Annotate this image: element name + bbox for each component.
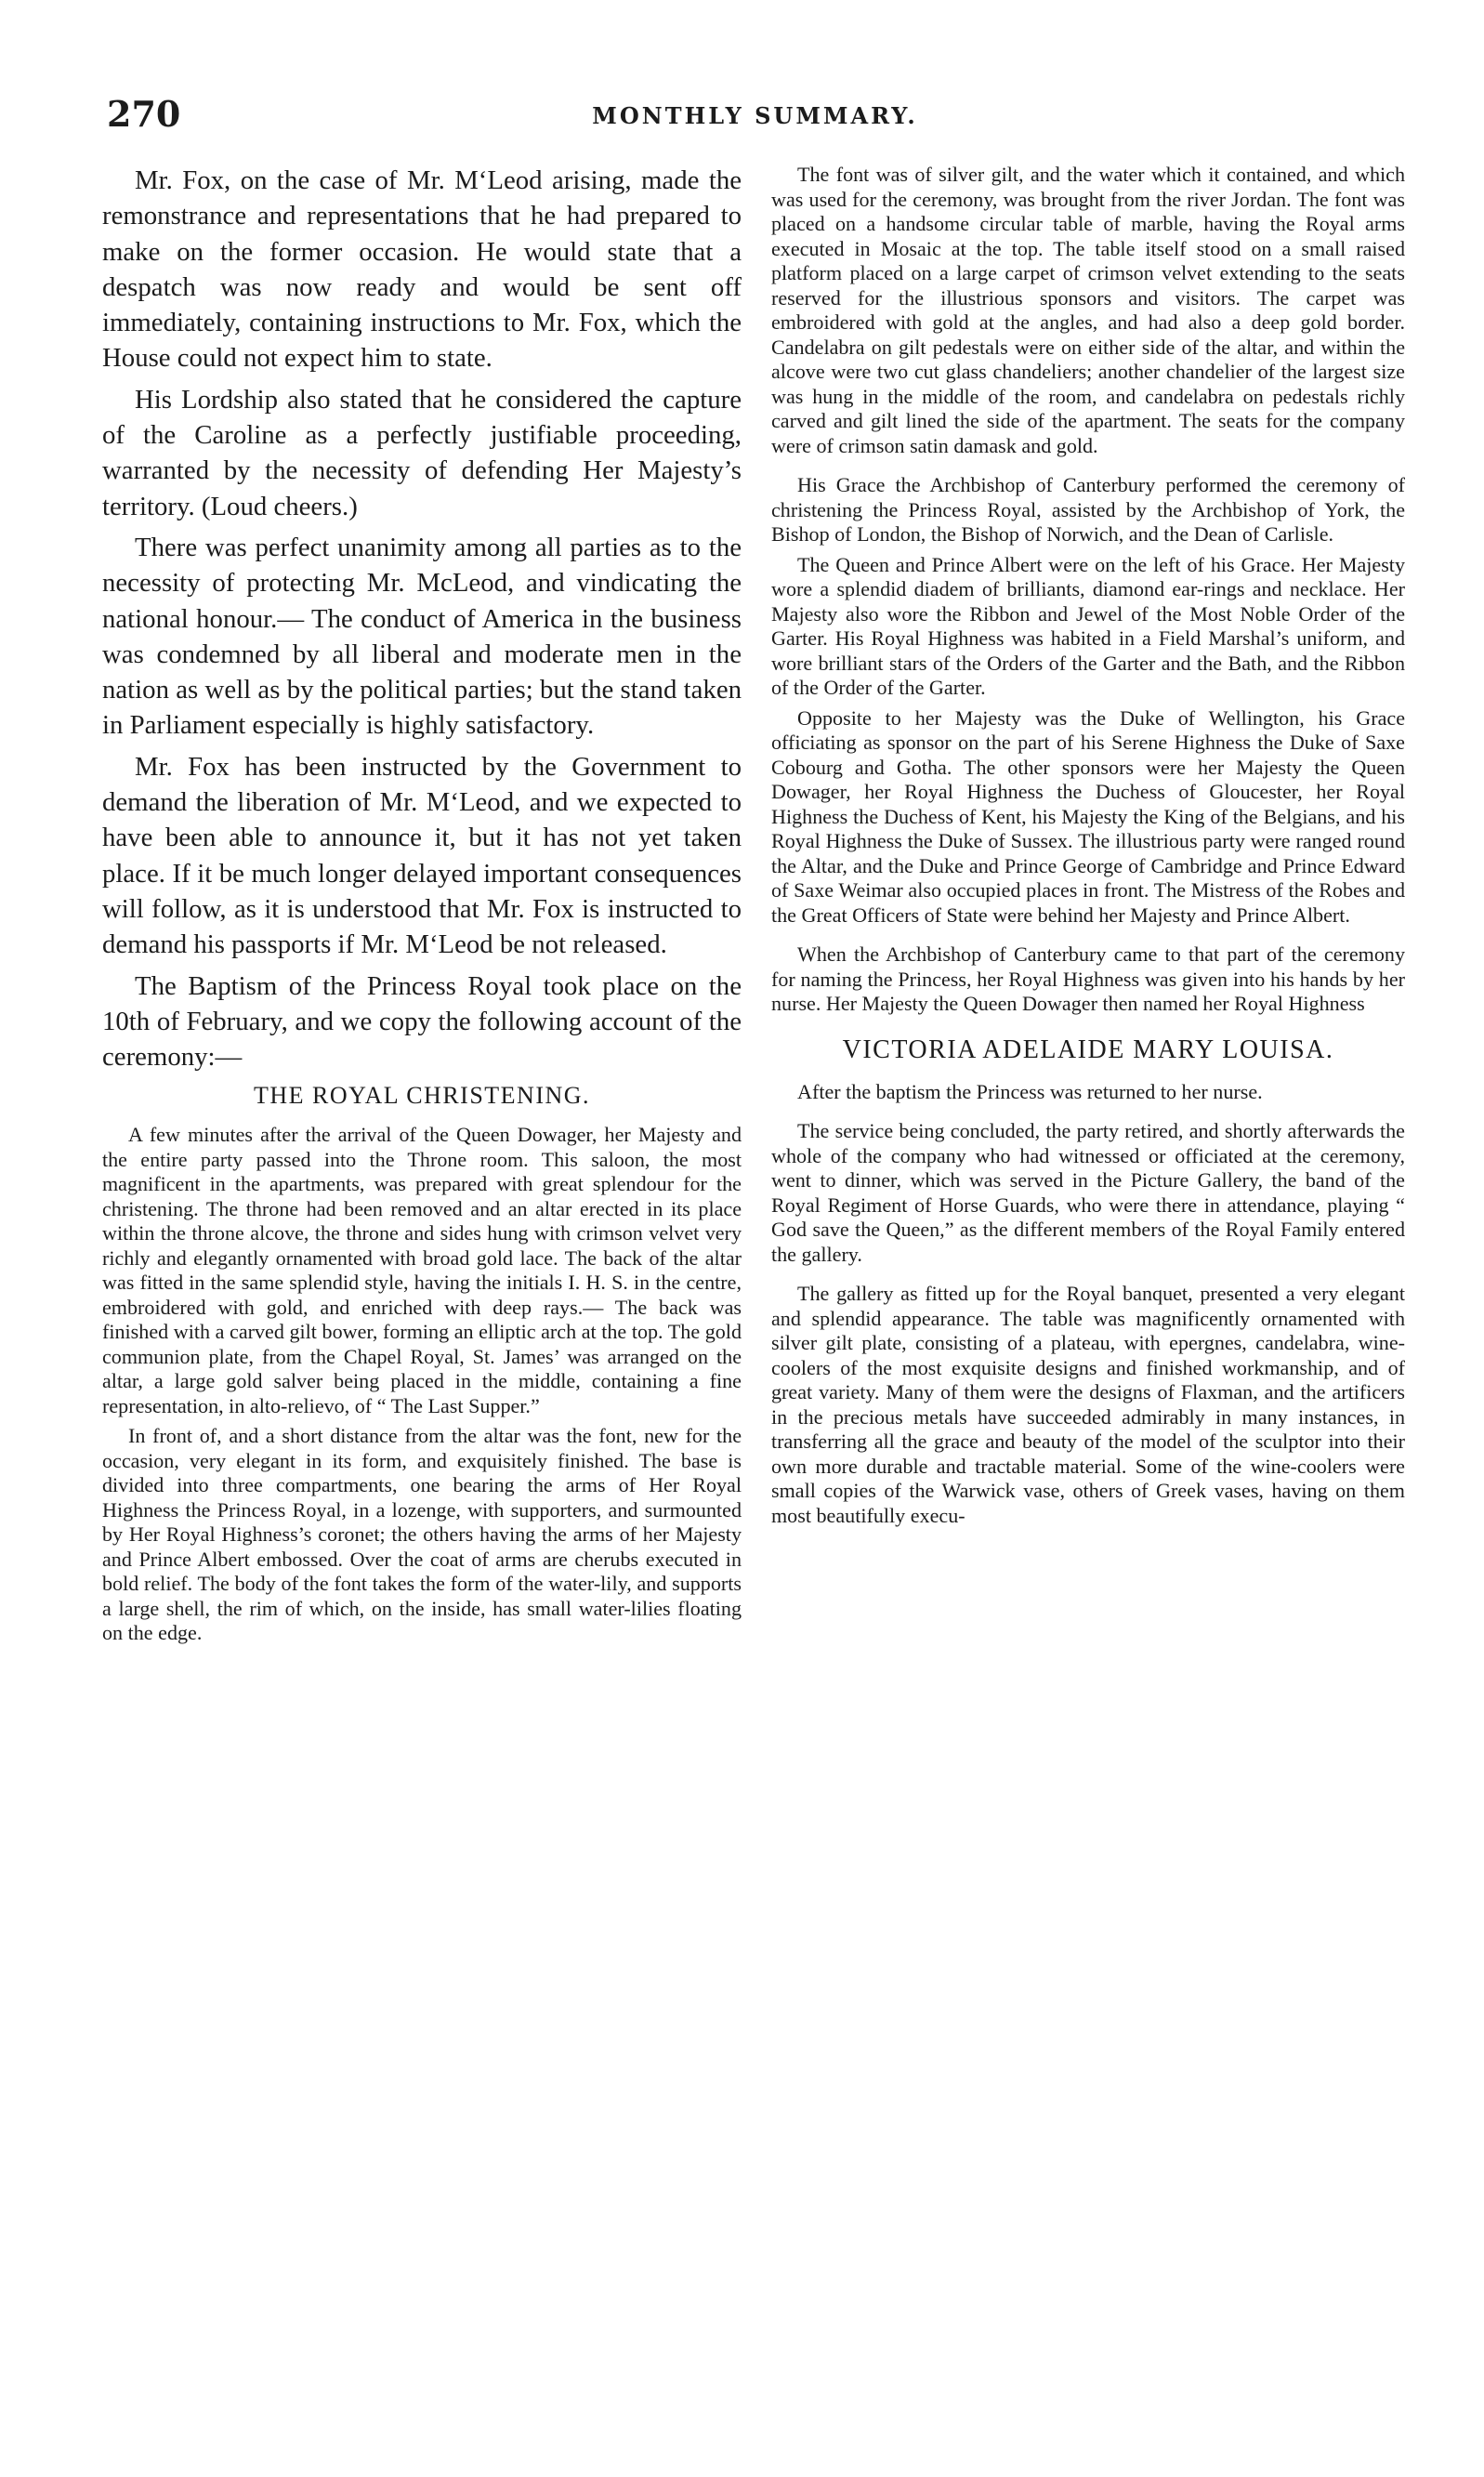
left-column xyxy=(102,163,742,1646)
paragraph: The font was of silver gilt, and the water which it contained, and which was used for the ceremony, was brought from the river Jordan. The font was placed on a handsome circular table of marble, having the Royal arms executed in Mosaic at the top. The table itself stood on a small raised platform placed on a large carpet of crimson velvet extending to the seats reserved for the illustrious sponsors and visitors. The carpet was embroidered with gold at the angles, and had also a deep gold border. Candelabra on gilt pedestals were on either side of the altar, and within the alcove were two cut glass chandeliers; another chandelier of the largest size was hung in the middle of the room, and candelabra on pedestals richly carved and gilt lined the side of the apartment. The seats for the company were of crimson satin damask and gold. xyxy=(771,163,1405,457)
page-header xyxy=(107,93,1403,139)
running-title: MONTHLY SUMMARY. xyxy=(592,102,918,129)
paragraph: Mr. Fox, on the case of Mr. M‘Leod arising, made the remonstrance and representations that he had prepared to make on the former occasion. He would state that a despatch was now ready and would be sent off immediately, containing instructions to Mr. Fox, which the House could not expect him to state. xyxy=(102,165,742,374)
paragraph: Opposite to her Majesty was the Duke of Wellington, his Grace officiating as sponsor on the part of his Serene Highness the Duke of Saxe Cobourg and Gotha. The other sponsors were her Majesty the Queen Dowager, her Royal Highness the Duchess of Gloucester, her Royal Highness the Duchess of Kent, his Majesty the King of the Belgians, and his Royal Highness the Duke of Sussex. The illustrious party were ranged round the Altar, and the Duke and Prince George of Cambridge and Prince Edward of Saxe Weimar also occupied places in front. The Mistress of the Robes and the Great Officers of State were behind her Majesty and Prince Albert. xyxy=(771,705,1405,927)
paragraph: The gallery as fitted up for the Royal banquet, presented a very elegant and splendid appearance. The table was magnificently ornamented with silver gilt plate, consisting of a plateau, with epergnes, candelabra, wine-coolers of the most exquisite designs and finished workmanship, and of great variety. Many of them were the designs of Flaxman, and the artificers in the precious metals have succeeded admirably in many instances, in transferring all the grace and beauty of the model of the sculptor into their own more durable and tractable material. Some of the wine-coolers were small copies of the Warwick vase, others of Greek vases, having on them most beautifully execu- xyxy=(771,1282,1405,1527)
left-small-text xyxy=(102,1123,742,1646)
paragraph: The Queen and Prince Albert were on the left of his Grace. Her Majesty wore a splendid diadem of brilliants, diamond ear-rings and necklace. Her Majesty also wore the Ribbon and Jewel of the Most Noble Order of the Garter. His Royal Highness was habited in a Field Marshal’s uniform, and wore brilliant stars of the Orders of the Garter and the Bath, and the Ribbon of the Order of the Garter. xyxy=(771,552,1405,699)
paragraph: His Lordship also stated that he considered the capture of the Caroline as a perfectly justifiable proceeding, warranted by the necessity of defending Her Majesty’s territory. (Loud cheers.) xyxy=(102,384,742,521)
paragraph: In front of, and a short distance from the altar was the font, new for the occasion, very elegant in its form, and exquisitely finished. The base is divided into three compartments, one bearing the arms of Her Royal Highness the Princess Royal, in a lozenge, with supporters, and surmounted by Her Royal Highness’s coronet; the others having the arms of her Majesty and Prince Albert embossed. Over the coat of arms are cherubs executed in bold relief. The body of the font takes the form of the water-lily, and supports a large shell, the rim of which, on the inside, has small water-lilies floating on the edge. xyxy=(102,1424,742,1645)
paragraph: The Baptism of the Princess Royal took place on the 10th of February, and we copy the following account of the ceremony:— xyxy=(102,970,742,1073)
section-heading: THE ROYAL CHRISTENING. xyxy=(253,1082,591,1110)
page-number: 270 xyxy=(107,93,181,135)
paragraph: When the Archbishop of Canterbury came to that part of the ceremony for naming the Princess, her Royal Highness was given into his hands by her nurse. Her Majesty the Queen Dowager then named her Royal Highness xyxy=(771,942,1405,1015)
left-large-text xyxy=(102,163,742,1074)
baptismal-name-heading: VICTORIA ADELAIDE MARY LOUISA. xyxy=(842,1034,1334,1064)
paragraph: The service being concluded, the party retired, and shortly afterwards the whole of the company who had witnessed or officiated at the ceremony, went to dinner, which was served in the Picture Gallery, the band of the Royal Regiment of Horse Guards, who were there in attendance, playing “ God save the Queen,” as the different members of the Royal Family entered the gallery. xyxy=(771,1119,1405,1266)
paragraph: His Grace the Archbishop of Canterbury performed the ceremony of christening the Princess Royal, assisted by the Archbishop of York, the Bishop of London, the Bishop of Norwich, and the Dean of Carlisle. xyxy=(771,473,1405,546)
paragraph: There was perfect unanimity among all parties as to the necessity of protecting Mr. McLeod, and vindicating the national honour.— The conduct of America in the business was condemned by all liberal and moderate men in the nation as well as by the political parties; but the stand taken in Parliament especially is highly satisfactory. xyxy=(102,532,742,741)
paragraph: After the baptism the Princess was returned to her nurse. xyxy=(797,1079,1263,1103)
paragraph: Mr. Fox has been instructed by the Government to demand the liberation of Mr. M‘Leod, and we expected to have been able to announce it, but it has not yet taken place. If it be much longer delayed important consequences will follow, as it is understood that Mr. Fox is instructed to demand his passports if Mr. M‘Leod be not released. xyxy=(102,751,742,960)
right-column xyxy=(771,163,1405,1528)
paragraph: A few minutes after the arrival of the Queen Dowager, her Majesty and the entire party passed into the Throne room. This saloon, the most magnificent in the apartments, was prepared with great splendour for the christening. The throne had been removed and an altar erected in its place within the throne alcove, the throne and sides hung with crimson velvet very richly and elegantly ornamented with broad gold lace. The back of the altar was fitted in the same splendid style, having the initials I. H. S. in the centre, embroidered with gold, and enriched with deep rays.— The back was finished with a carved gilt bower, forming an elliptic arch at the top. The gold communion plate, from the Chapel Royal, St. James’ was arranged on the altar, a large gold salver being placed in the middle, containing a fine representation, in alto-relievo, of “ The Last Supper.” xyxy=(102,1123,742,1417)
